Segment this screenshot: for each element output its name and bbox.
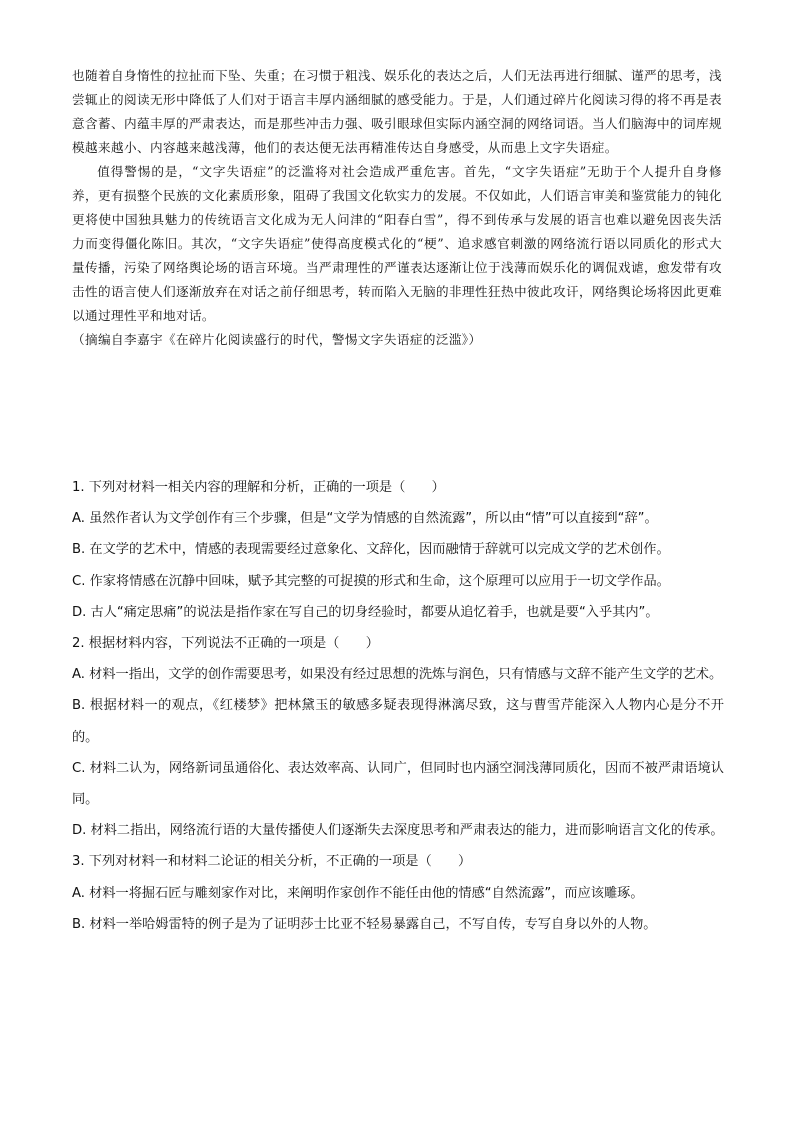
question-3-option-b: B. 材料一举哈姆雷特的例子是为了证明莎士比亚不轻易暴露自己，不写自传，专写自身以外的人物。 (72, 916, 657, 932)
passage-source: （摘编自李嘉宇《在碎片化阅读盛行的时代，警惕文字失语症的泛滥》） (72, 332, 482, 347)
passage-paragraph-2: 值得警惕的是，“文字失语症”的泛滥将对社会造成严重危害。首先，“文字失语症”无助于个人提升自身修养，更有损整个民族的文化素质形象，阻碍了我国文化软实力的发展。不仅如此，人们语言审美和鉴赏能力的钝化更将使中国独具魅力的传统语言文化成为无人问津的“阳春白雪”，得不到传承与发展的语言也难以避免因丧失活力而变得僵化陈旧。其次，“文字失语症”使得高度模式化的“梗”、追求感官刺激的网络流行语以同质化的形式大量传播，污染了网络舆论场的语言环境。当严肃理性的严谨表达逐渐让位于浅薄而娱乐化的调侃戏谑，愈发带有攻击性的语言使人们逐渐放弃在对话之前仔细思考，转而陷入无脑的非理性狂热中彼此攻讦，网络舆论场将因此更难以通过理性平和地对话。 (72, 164, 722, 323)
question-2-option-b: B. 根据材料一的观点，《红楼梦》把林黛玉的敏感多疑表现得淋漓尽致，这与曹雪芹能深入人物内心是分不开的。 (72, 698, 724, 745)
passage-paragraph-1: 也随着自身惰性的拉扯而下坠、失重；在习惯于粗浅、娱乐化的表达之后，人们无法再进行细腻、谨严的思考，浅尝辄止的阅读无形中降低了人们对于语言丰厚内涵细腻的感受能力。于是，人们通过碎片化阅读习得的将不再是表意含蓄、内蕴丰厚的严肃表达，而是那些冲击力强、吸引眼球但实际内涵空洞的网络词语。当人们脑海中的词库规模越来越小、内容越来越浅薄，他们的表达便无法再精准传达自身感受，从而患上文字失语症。 (72, 68, 722, 155)
question-1-stem: 1. 下列对材料一相关内容的理解和分析，正确的一项是（ ） (72, 480, 445, 495)
question-2-option-d: D. 材料二指出，网络流行语的大量传播使人们逐渐失去深度思考和严肃表达的能力，进而影响语言文化的传承。 (72, 823, 724, 839)
question-3-stem: 3. 下列对材料一和材料二论证的相关分析，不正确的一项是（ ） (72, 854, 472, 870)
question-list (72, 472, 724, 940)
question-1-option-a: A. 虽然作者认为文学创作有三个步骤，但是“文学为情感的自然流露”，所以由“情”可以直接到“辞”。 (72, 511, 658, 527)
question-1-option-b: B. 在文学的艺术中，情感的表现需要经过意象化、文辞化，因而融情于辞就可以完成文学的艺术创作。 (72, 542, 670, 558)
question-3-option-a: A. 材料一将掘石匠与雕刻家作对比，来阐明作家创作不能任由他的情感“自然流露”，而应该雕琢。 (72, 885, 644, 901)
question-1-option-c: C. 作家将情感在沉静中回味，赋予其完整的可捉摸的形式和生命，这个原理可以应用于一切文学作品。 (72, 573, 670, 589)
question-1-option-d: D. 古人“痛定思痛”的说法是指作家在写自己的切身经验时，都要从追忆着手，也就是要“入乎其内”。 (72, 604, 659, 620)
question-2-stem: 2. 根据材料内容，下列说法不正确的一项是（ ） (72, 636, 379, 652)
reading-passage (72, 64, 722, 352)
question-2-option-a: A. 材料一指出，文学的创作需要思考，如果没有经过思想的洗炼与润色，只有情感与文辞不能产生文学的艺术。 (72, 667, 723, 683)
question-2-option-c: C. 材料二认为，网络新词虽通俗化、表达效率高、认同广，但同时也内涵空洞浅薄同质化，因而不被严肃语境认同。 (72, 760, 724, 808)
